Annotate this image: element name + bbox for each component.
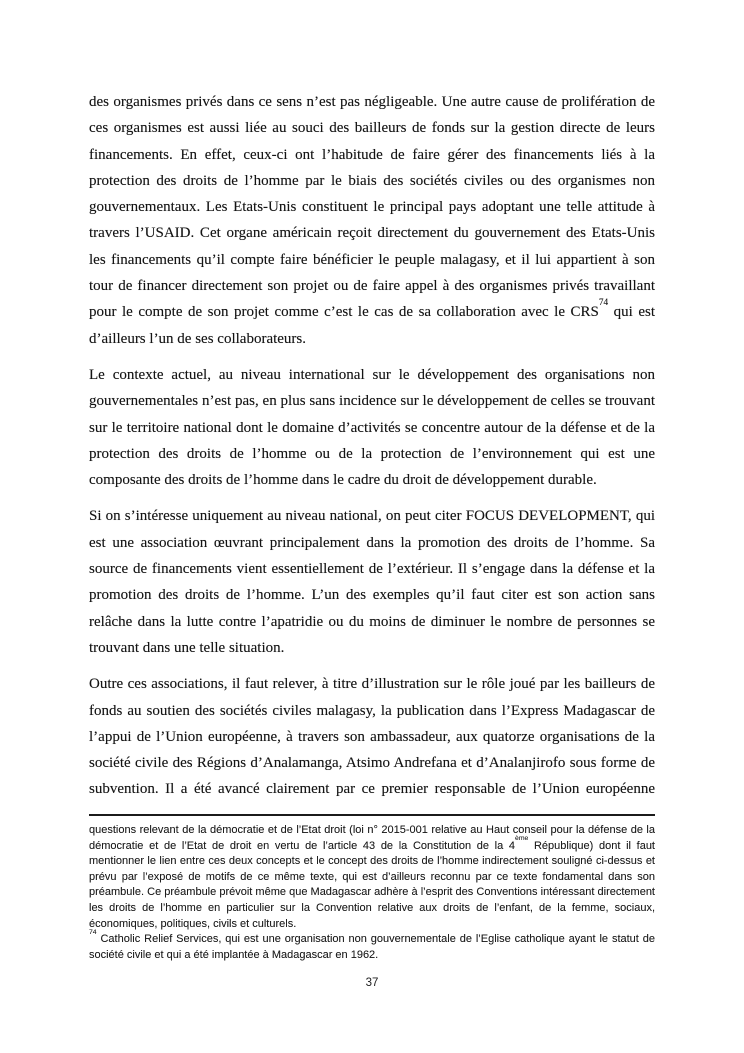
body-paragraph-2: Le contexte actuel, au niveau international sur le développement des organisations non gouvernementales n’est pas, en plus sans incidence sur le développement de celles se trouvant sur le territoire national dont le domaine d’activités se concentre autour de la défense et de la protection des droits de l’homme ou de la protection de l’environnement qui est une composante des droits de l’homme dans le cadre du droit de développement durable.: [89, 366, 655, 489]
page-number: 37: [365, 977, 379, 989]
paragraph-text: des organismes privés dans ce sens n’est pas négligeable. Une autre cause de prolifération de ces organismes est aussi liée au souci des bailleurs de fonds sur la gestion directe de leurs financements. En effet, ceux-ci ont l’habitude de faire gérer des financements liés à la protection des droits de l’homme par le biais des sociétés civiles ou des organismes non gouvernementaux. Les Etats-Unis constituent le principal pays adoptant une telle attitude à travers l’USAID. Cet organe américain reçoit directement du gouvernement des Etats-Unis les financements qu’il compte faire bénéficier le peuple malagasy, et il lui appartient à son tour de financer directement son projet ou de faire appel à des organismes privés travaillant pour le compte de son projet comme c’est le cas de sa collaboration avec le CRS: [89, 94, 655, 321]
footnote-text: questions relevant de la démocratie et de l’Etat droit (loi n° 2015-001 relative au Haut conseil pour la défense de la démocratie et de l’Etat de droit en vertu de l’article 43 de la Constitution de la 4: [89, 824, 655, 852]
body-paragraph-3: Si on s’intéresse uniquement au niveau national, on peut citer FOCUS DEVELOPMENT, qui est une association œuvrant principalement dans la promotion des droits de l’homme. Sa source de financements vient essentiellement de l’extérieur. Il s’engage dans la défense et la promotion des droits de l’homme. L’un des exemples qu’il faut citer est son action sans relâche dans la lutte contre l’apatridie ou du moins de diminuer le nombre de personnes se trouvant dans une telle situation.: [89, 508, 655, 656]
body-paragraph-4: Outre ces associations, il faut relever, à titre d’illustration sur le rôle joué par les bailleurs de fonds au soutien des sociétés civiles malagasy, la publication dans l’Express Madagascar de l’appui de l’Union européenne, à travers son ambassadeur, aux quatorze organisations de la société civile des Régions d’Analamanga, Atsimo Andrefana et d’Analanjirofo sous forme de subvention. Il a été avancé clairement par ce premier responsable de l’Union européenne: [89, 676, 655, 798]
footnote-74-marker: 74: [89, 928, 97, 936]
footnotes-block: [89, 823, 655, 963]
body-paragraph-1: [89, 89, 655, 352]
superscript-eme: ème: [515, 835, 529, 843]
footnote-ref-74: 74: [598, 298, 609, 309]
paragraph-text: qui est d’ailleurs l’un de ses collaborateurs.: [89, 304, 655, 347]
footnote-separator: [89, 814, 655, 816]
footnote-text: République) dont il faut mentionner le lien entre ces deux concepts et le concept des droits de l’homme indirectement souligné ci-dessus et prévu par l’exposé de motifs de ce même texte, qui est d’ailleurs reconnu par ce texte fondamental dans son préambule. Ce préambule prévoit même que Madagascar adhère à l’esprit des Conventions intéressant directement les droits de l’homme en particulier sur la Convention relative aux droits de l’enfant, de la femme, sociaux, économiques, politiques, civils et culturels.: [89, 839, 655, 930]
body-text: [89, 89, 655, 813]
footnote-text: Catholic Relief Services, qui est une organisation non gouvernementale de l’Eglise catholique ayant le statut de société civile et qui a été implantée à Madagascar en 1962.: [89, 933, 655, 961]
footnote-74: [89, 928, 655, 963]
footnote-continuation: [89, 823, 655, 932]
